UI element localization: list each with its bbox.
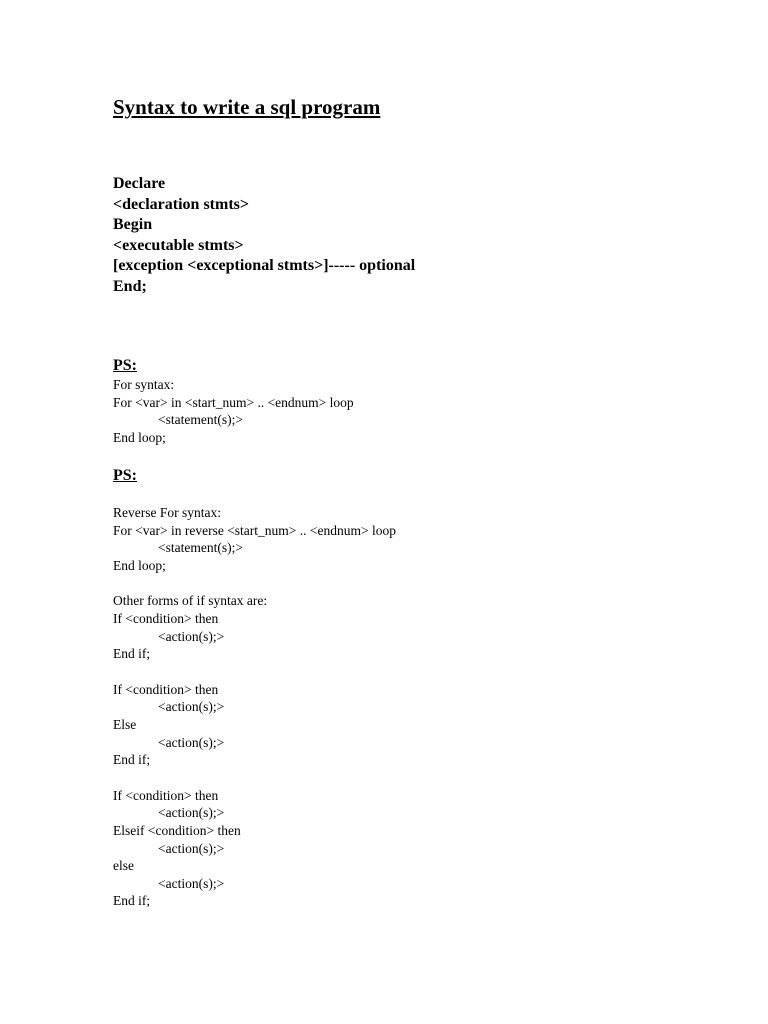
ps-heading: PS: (113, 357, 137, 374)
code-line: <action(s);> (158, 628, 225, 644)
code-line: <action(s);> (158, 875, 225, 891)
code-line: else (113, 858, 134, 874)
code-line: <action(s);> (158, 840, 225, 856)
code-line: <statement(s);> (158, 412, 243, 428)
code-line: For <var> in <start_num> .. <endnum> loop (113, 394, 354, 410)
code-line: End loop; (113, 429, 166, 445)
code-line: End loop; (113, 557, 166, 573)
code-line: <action(s);> (158, 734, 225, 750)
structure-line: End; (113, 277, 147, 295)
code-line: Else (113, 716, 137, 732)
code-line: End if; (113, 646, 151, 662)
code-line: If <condition> then (113, 610, 219, 626)
code-line: End if; (113, 752, 151, 768)
ps-section-for (113, 356, 354, 446)
code-line: <statement(s);> (158, 540, 243, 556)
code-line: Reverse For syntax: (113, 505, 221, 520)
ps-heading: PS: (113, 467, 137, 484)
structure-line: Declare (113, 175, 166, 192)
structure-line: <executable stmts> (113, 236, 244, 254)
if-intro: Other forms of if syntax are: (113, 593, 268, 609)
code-line: Elseif <condition> then (113, 822, 241, 838)
structure-line: [exception <exceptional stmts>]----- optional (113, 257, 416, 275)
code-line: <action(s);> (158, 699, 225, 715)
structure-line: Begin (113, 216, 153, 234)
code-line: For <var> in reverse <start_num> .. <endnum> loop (113, 522, 397, 538)
code-line: If <condition> then (113, 681, 219, 697)
program-structure (113, 174, 415, 298)
code-line: End if; (113, 893, 151, 909)
code-line: If <condition> then (113, 787, 219, 803)
code-line: For syntax: (113, 377, 175, 392)
page-title: Syntax to write a sql program (113, 95, 381, 119)
code-line: <action(s);> (158, 805, 225, 821)
ps-section-reverse (113, 466, 396, 910)
structure-line: <declaration stmts> (113, 195, 249, 213)
